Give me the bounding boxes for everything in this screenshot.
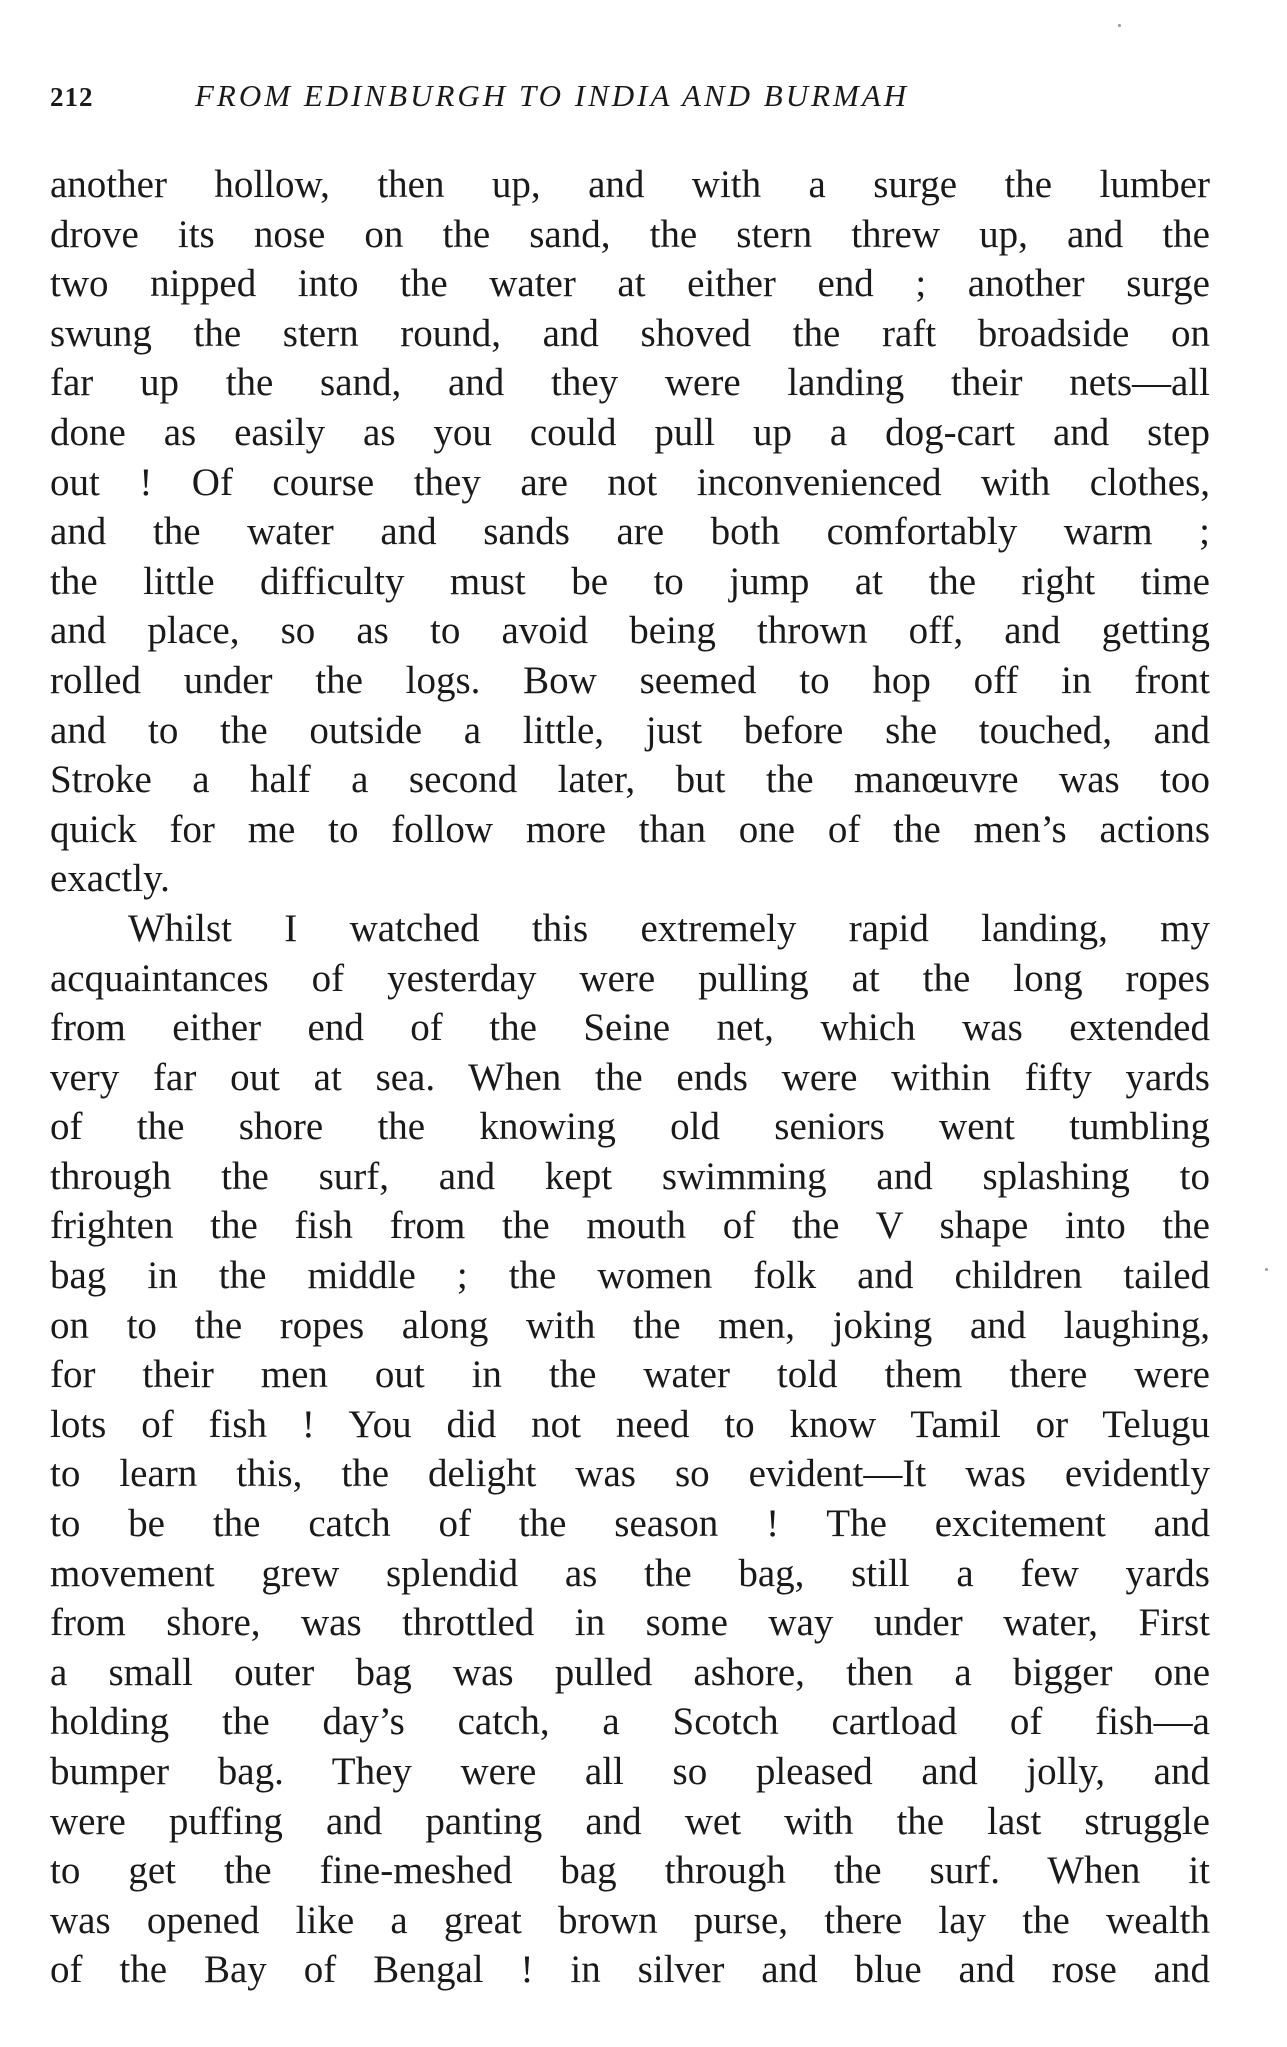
text-line: to learn this, the delight was so evident—It was evidently [50, 1452, 1210, 1496]
text-line: the little difficulty must be to jump at the right time [50, 559, 1210, 603]
body-text [50, 160, 1210, 1995]
text-line: bumper bag. They were all so pleased and jolly, and [50, 1750, 1210, 1793]
text-line: from shore, was throttled in some way under water, First [50, 1601, 1210, 1645]
scan-speck [1118, 24, 1121, 27]
page-header [50, 78, 1210, 118]
text-line: quick for me to follow more than one of the men’s actions [50, 807, 1210, 851]
text-line: and the water and sands are both comfortably warm ; [50, 510, 1210, 554]
text-line: movement grew splendid as the bag, still a few yards [50, 1551, 1210, 1595]
text-line: from either end of the Seine net, which was extended [50, 1006, 1210, 1050]
text-line: done as easily as you could pull up a dog-cart and step [50, 410, 1210, 454]
text-line: out ! Of course they are not inconvenienced with clothes, [50, 460, 1210, 504]
text-line: acquaintances of yesterday were pulling at the long ropes [50, 956, 1210, 1000]
text-line: were puffing and panting and wet with the last struggle [50, 1799, 1210, 1843]
text-line: another hollow, then up, and with a surge the lumber [50, 163, 1210, 206]
text-line: very far out at sea. When the ends were within fifty yards [50, 1055, 1210, 1099]
page-number: 212 [50, 82, 94, 112]
text-line: swung the stern round, and shoved the raft broadside on [50, 311, 1210, 355]
text-line: drove its nose on the sand, the stern threw up, and the [50, 212, 1210, 256]
text-line: to be the catch of the season ! The excitement and [50, 1502, 1210, 1546]
text-line: for their men out in the water told them there were [50, 1353, 1210, 1397]
text-line: through the surf, and kept swimming and splashing to [50, 1154, 1210, 1198]
text-line: of the Bay of Bengal ! in silver and blue and rose and [50, 1948, 1210, 1992]
scan-speck [1265, 1268, 1268, 1271]
text-line: of the shore the knowing old seniors went tumbling [50, 1105, 1210, 1149]
text-line: bag in the middle ; the women folk and children tailed [50, 1254, 1210, 1298]
text-line: and place, so as to avoid being thrown off, and getting [50, 609, 1210, 653]
text-line: on to the ropes along with the men, joking and laughing, [50, 1303, 1210, 1347]
text-line: and to the outside a little, just before she touched, and [50, 708, 1210, 752]
text-line: to get the fine-meshed bag through the surf. When it [50, 1849, 1210, 1893]
paragraph-2 [50, 904, 1210, 1995]
text-line: lots of fish ! You did not need to know Tamil or Telugu [50, 1402, 1210, 1446]
text-line: far up the sand, and they were landing their nets—all [50, 361, 1210, 405]
text-line: exactly. [50, 857, 170, 901]
text-line: Stroke a half a second later, but the manœuvre was too [50, 758, 1210, 802]
text-line: a small outer bag was pulled ashore, then a bigger one [50, 1650, 1210, 1694]
paragraph-1 [50, 160, 1210, 904]
text-line: holding the day’s catch, a Scotch cartload of fish—a [50, 1700, 1210, 1744]
text-line: rolled under the logs. Bow seemed to hop off in front [50, 658, 1210, 702]
running-head: FROM EDINBURGH TO INDIA AND BURMAH [195, 78, 910, 113]
text-line: two nipped into the water at either end ; another surge [50, 262, 1210, 306]
text-line: frighten the fish from the mouth of the V shape into the [50, 1204, 1210, 1248]
text-line: Whilst I watched this extremely rapid landing, my [128, 906, 1210, 950]
text-line: was opened like a great brown purse, there lay the wealth [50, 1898, 1210, 1942]
